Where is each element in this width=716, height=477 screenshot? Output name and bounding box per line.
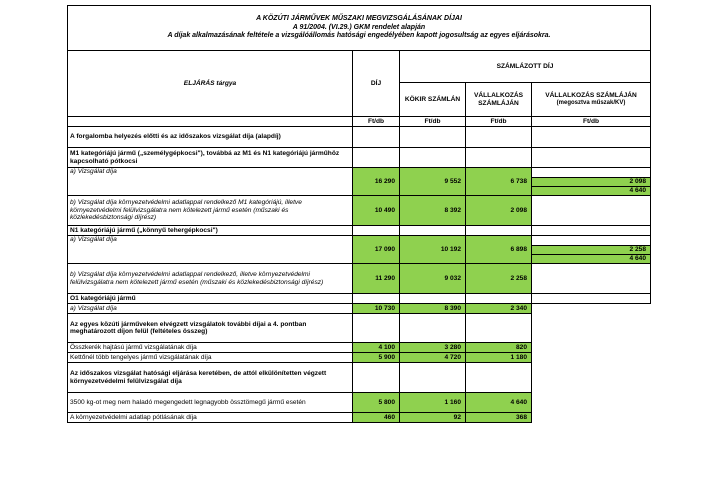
header-eljaras: ELJÁRÁS tárgya — [68, 51, 353, 117]
unit-empty — [68, 117, 353, 127]
row-label: a) Vizsgálat díja — [68, 168, 353, 196]
table-row — [68, 363, 651, 393]
section-m1: M1 kategóriájú jármű („személygépkocsi"), továbbá az M1 és N1 kategóriájú járműhöz kapcsolható pótkocsi — [68, 148, 353, 168]
header-vallalkozas-megosztva-line2: (megosztva műszak/KV) — [556, 99, 626, 106]
unit-vallalkozas: Ft/db — [466, 117, 532, 127]
cell-dij: 11 290 — [353, 264, 400, 294]
row-label: 3500 kg-ot meg nem haladó megengedett legnagyobb össztömegű jármű esetén — [68, 393, 353, 413]
row-label: A környezetvédelmi adatlap pótlásának díja — [68, 413, 353, 423]
cell-kokir: 8 390 — [400, 304, 466, 314]
cell-megosztva-kv: 4 640 — [532, 255, 651, 264]
header-vallalkozas-megosztva-line1: VÁLLALKOZÁS SZÁMLÁJÁN — [545, 92, 637, 100]
unit-row — [68, 117, 651, 127]
cell-vallalkozas: 820 — [466, 343, 532, 353]
cell-dij: 5 900 — [353, 353, 400, 363]
cell-kokir: 4 720 — [400, 353, 466, 363]
cell-vallalkozas: 6 738 — [466, 168, 532, 196]
cell-megosztva-muszak: 2 258 — [532, 246, 651, 255]
cell-kokir: 3 280 — [400, 343, 466, 353]
cell-dij: 5 800 — [353, 393, 400, 413]
table-row — [68, 148, 651, 168]
cell-vallalkozas: 1 180 — [466, 353, 532, 363]
table-row — [68, 226, 651, 236]
cell-dij: 16 290 — [353, 168, 400, 196]
cell-kokir: 10 192 — [400, 236, 466, 264]
table-title — [68, 6, 651, 51]
table-row — [68, 353, 651, 363]
unit-megosztva: Ft/db — [532, 117, 651, 127]
cell-dij: 460 — [353, 413, 400, 423]
row-label: Kettőnél több tengelyes jármű vizsgálatának díja — [68, 353, 353, 363]
title-row — [68, 6, 651, 51]
unit-dij: Ft/db — [353, 117, 400, 127]
header-row-1 — [68, 51, 651, 83]
cell-dij: 10 490 — [353, 196, 400, 226]
section-o1: O1 kategóriájú jármű — [68, 294, 353, 304]
section-n1: N1 kategóriájú jármű („könnyű tehergépkocsi") — [68, 226, 353, 236]
cell-megosztva-kv: 4 640 — [532, 187, 651, 196]
table-row — [68, 304, 651, 314]
table-row — [68, 236, 651, 246]
cell-vallalkozas: 6 898 — [466, 236, 532, 264]
row-label: b) Vizsgálat díja környezetvédelmi adatlappal rendelkező, illetve környezetvédelmi felülvizsgálatra nem kötelezett jármű esetén (műszaki és közlekedésbiztonsági díjrész) — [68, 264, 353, 294]
cell-vallalkozas: 2 340 — [466, 304, 532, 314]
header-vallalkozas: VÁLLALKOZÁS SZÁMLÁJÁN — [466, 83, 532, 117]
cell-vallalkozas: 2 258 — [466, 264, 532, 294]
section-kornyezetvedelmi: Az időszakos vizsgálat hatósági eljárása keretében, de attól elkülönítetten végzett környezetvédelmi felülvizsgálat díja — [68, 363, 353, 393]
table-row — [68, 127, 651, 148]
table-row — [68, 393, 651, 413]
row-label: a) Vizsgálat díja — [68, 236, 353, 264]
table-row — [68, 413, 651, 423]
row-label: a) Vizsgálat díja — [68, 304, 353, 314]
cell-kokir: 92 — [400, 413, 466, 423]
table-row — [68, 343, 651, 353]
header-dij: DÍJ — [353, 51, 400, 117]
cell-kokir: 9 552 — [400, 168, 466, 196]
fee-table — [67, 5, 651, 423]
row-label: b) Vizsgálat díja környezetvédelmi adatlappal rendelkező M1 kategóriájú, illetve környezetvédelmi felülvizsgálatra nem kötelezett jármű esetén (műszaki és közlekedésbiztonsági díjrész) — [68, 196, 353, 226]
cell-dij: 4 100 — [353, 343, 400, 353]
cell-kokir: 1 160 — [400, 393, 466, 413]
cell-vallalkozas: 2 098 — [466, 196, 532, 226]
section-alapdij: A forgalomba helyezés előtti és az időszakos vizsgálat díja (alapdíj) — [68, 127, 353, 148]
title-line-1: A KÖZÚTI JÁRMŰVEK MŰSZAKI MEGVIZSGÁLÁSÁNAK DÍJAI — [256, 15, 462, 23]
section-tovabbi-dijak: Az egyes közúti járműveken elvégzett vizsgálatok további díjai a 4. pontban meghatározott díjon felül (feltételes összeg) — [68, 314, 353, 343]
table-row — [68, 294, 651, 304]
title-line-3: A díjak alkalmazásának feltétele a vizsgálóállomás hatósági engedélyében kapott jogosultság az egyes eljárásokra. — [167, 32, 551, 40]
cell-megosztva-muszak: 2 098 — [532, 178, 651, 187]
header-szamlazott: SZÁMLÁZOTT DÍJ — [400, 51, 651, 83]
cell-vallalkozas: 368 — [466, 413, 532, 423]
table-row — [68, 168, 651, 178]
cell-dij: 10 730 — [353, 304, 400, 314]
cell-kokir: 8 392 — [400, 196, 466, 226]
header-vallalkozas-megosztva — [532, 83, 651, 117]
table-row — [68, 196, 651, 226]
header-kokir: KÖKIR SZÁMLÁN — [400, 83, 466, 117]
cell-kokir: 9 032 — [400, 264, 466, 294]
table-row — [68, 314, 651, 343]
row-label: Összkerék hajtású jármű vizsgálatának díja — [68, 343, 353, 353]
title-line-2: A 91/2004. (VI.29.) GKM rendelet alapján — [292, 23, 426, 31]
cell-dij: 17 090 — [353, 236, 400, 264]
unit-kokir: Ft/db — [400, 117, 466, 127]
table-row — [68, 264, 651, 294]
cell-vallalkozas: 4 640 — [466, 393, 532, 413]
